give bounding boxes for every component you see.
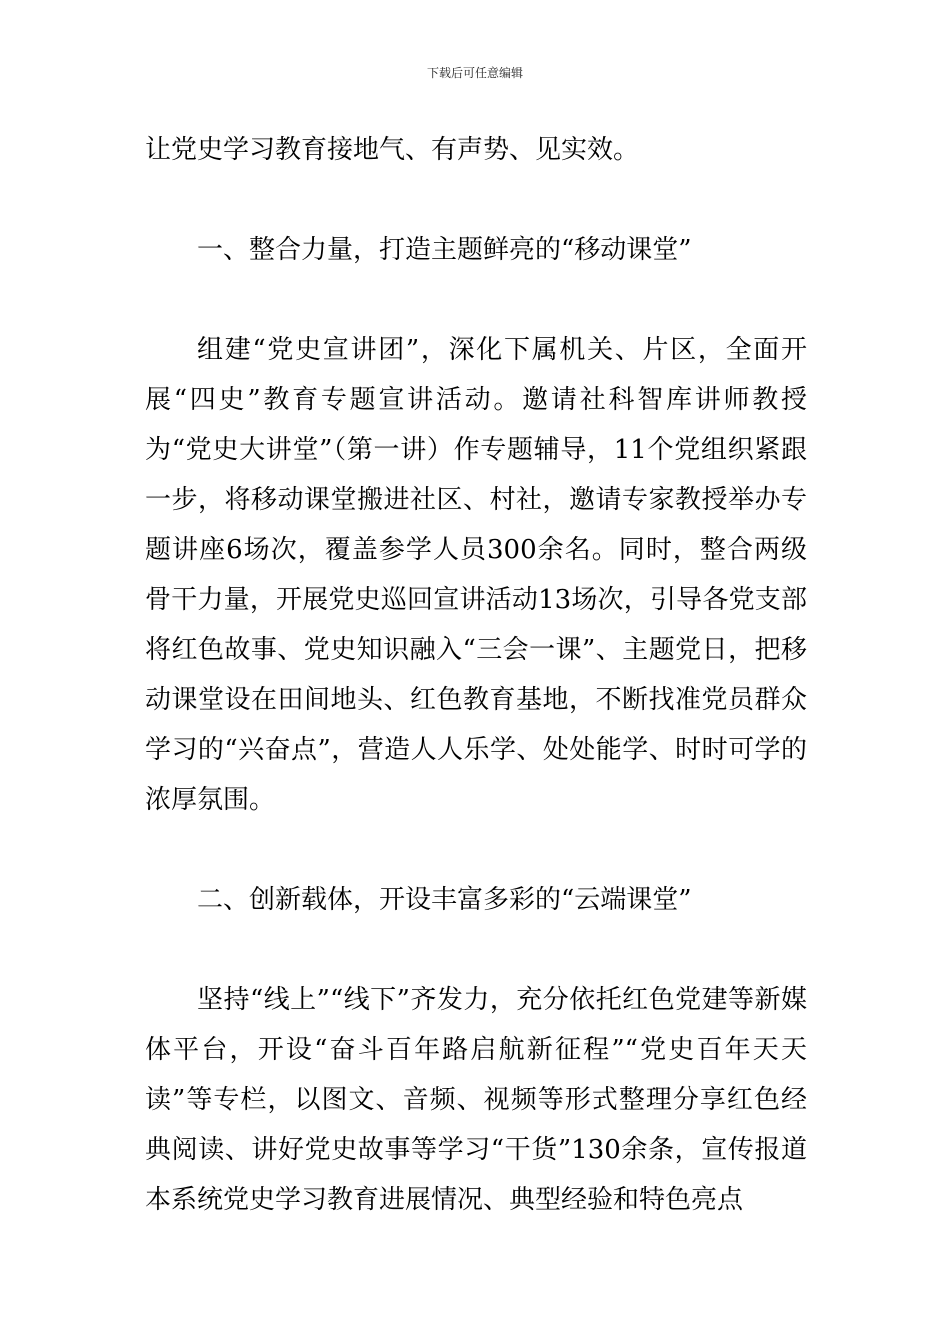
section-heading-2: 二、创新载体，开设丰富多彩的“云端课堂” [197,885,692,915]
section-heading-1: 一、整合力量，打造主题鲜亮的“移动课堂” [197,235,692,265]
paragraph-cloud-classroom: 坚持“线上”“线下”齐发力，充分依托红色党建等新媒体平台，开设“奋斗百年路启航新征程”“党史百年天天读”等专栏，以图文、音频、视频等形式整理分享红色经典阅读、讲好党史故事等学习“干货”130余条，宣传报道本系统党史学习教育进展情况、典型经验和特色亮点 [145,985,807,1215]
paragraph-continuation: 让党史学习教育接地气、有声势、见实效。 [145,135,640,165]
page-header: 下载后可任意编辑 [426,66,523,80]
document-body [145,125,807,1225]
paragraph-mobile-classroom: 组建“党史宣讲团”，深化下属机关、片区，全面开展“四史”教育专题宣讲活动。邀请社科智库讲师教授为“党史大讲堂”（第一讲）作专题辅导，11个党组织紧跟一步，将移动课堂搬进社区、村社，邀请专家教授举办专题讲座6场次，覆盖参学人员300余名。同时，整合两级骨干力量，开展党史巡回宣讲活动13场次，引导各党支部将红色故事、党史知识融入“三会一课”、主题党日，把移动课堂设在田间地头、红色教育基地，不断找准党员群众学习的“兴奋点”，营造人人乐学、处处能学、时时可学的浓厚氛围。 [145,335,807,815]
